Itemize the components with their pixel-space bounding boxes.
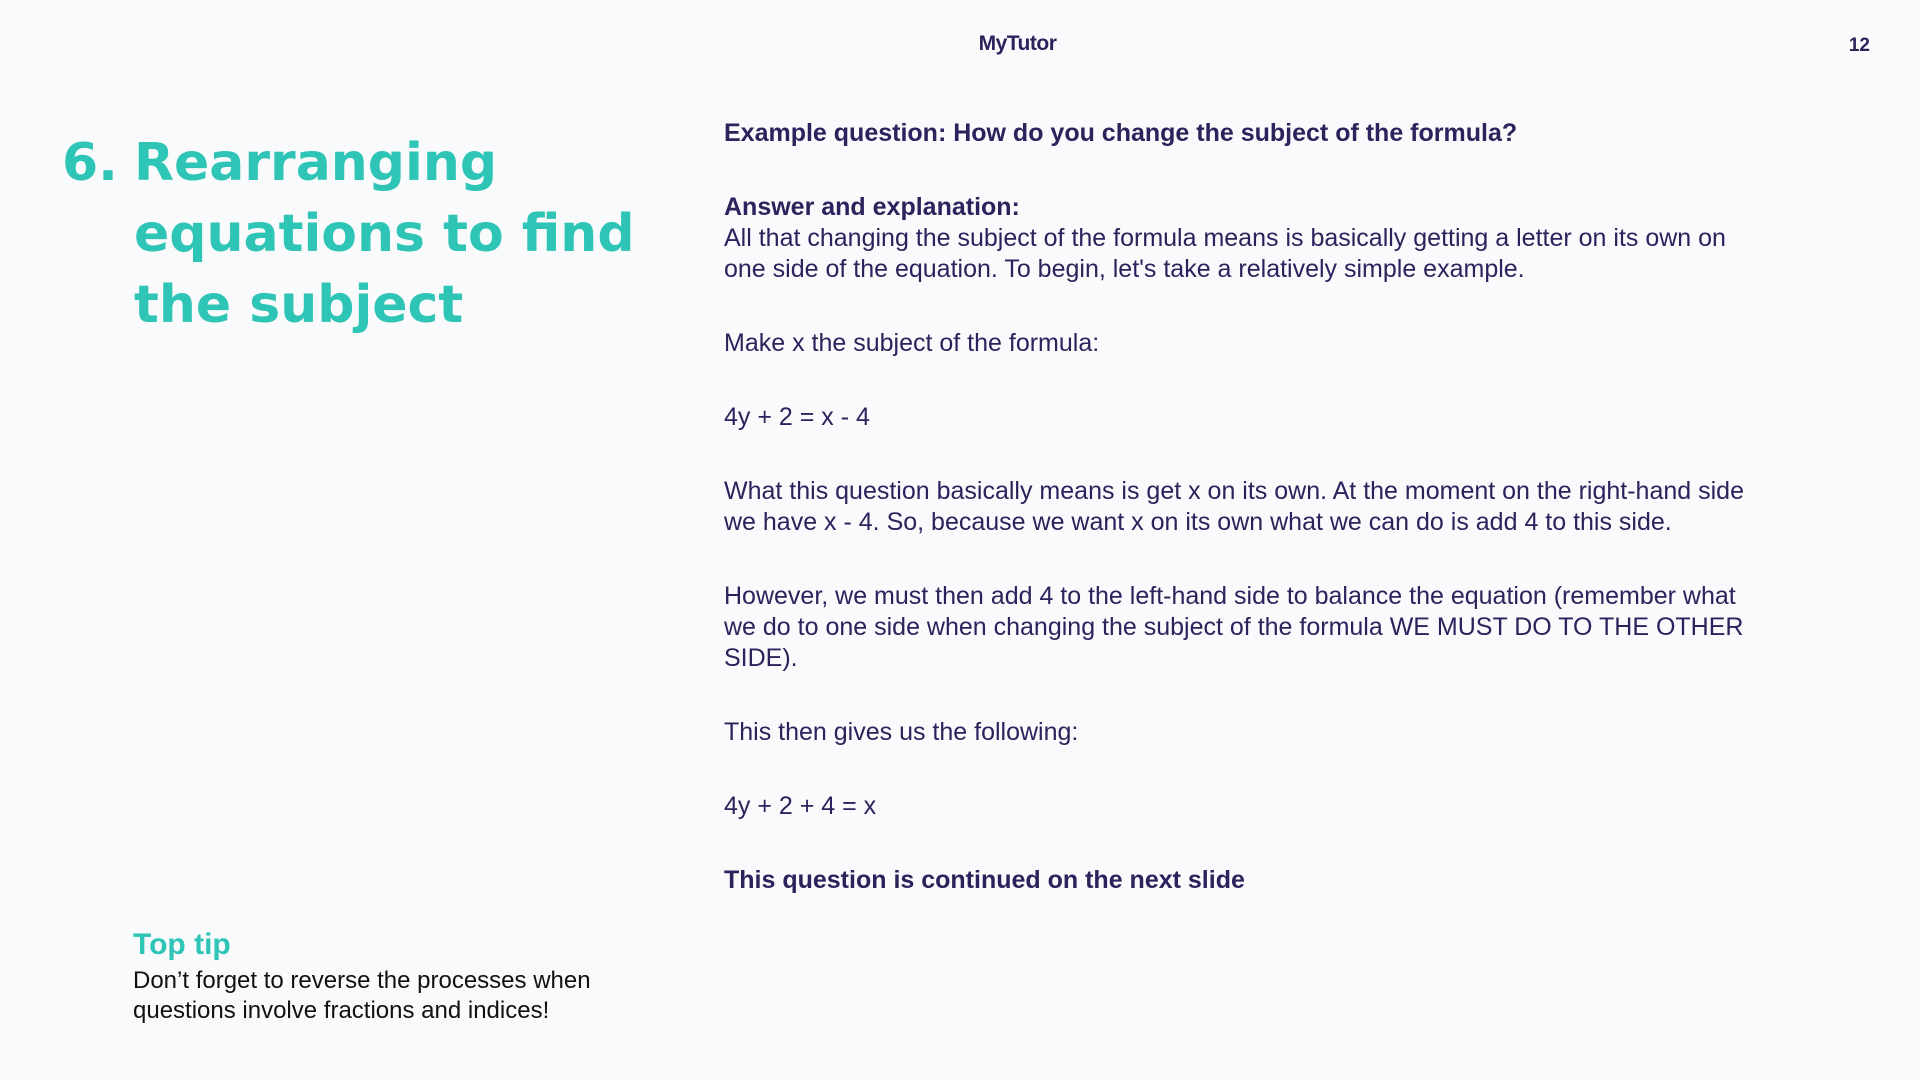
top-tip-body: Don’t forget to reverse the processes when questions involve fractions and indices!	[133, 967, 591, 1024]
answer-heading: Answer and explanation:	[724, 193, 1020, 221]
content-panel	[724, 118, 1774, 939]
page-number: 12	[1848, 35, 1870, 56]
paragraph-balance: However, we must then add 4 to the left-hand side to balance the equation (remember what we do to one side when changing the subject of the formula WE MUST DO TO THE OTHER SIDE).	[724, 582, 1744, 672]
mytutor-logo: MyTutor	[978, 32, 1057, 55]
example-question: Example question: How do you change the subject of the formula?	[724, 119, 1518, 147]
top-tip	[133, 928, 593, 1026]
section-title-text: Rearranging equations to find the subject	[134, 133, 635, 335]
paragraph-intro: All that changing the subject of the formula means is basically getting a letter on its own on one side of the equation. To begin, let's take a relatively simple example.	[724, 224, 1726, 283]
equation-result: 4y + 2 + 4 = x	[724, 792, 877, 820]
section-title	[62, 128, 682, 341]
paragraph-explanation: What this question basically means is get x on its own. At the moment on the right-hand side we have x - 4. So, because we want x on its own what we can do is add 4 to this side.	[724, 477, 1744, 536]
top-tip-heading: Top tip	[133, 928, 231, 961]
section-number: 6.	[62, 133, 118, 193]
continued-note: This question is continued on the next slide	[724, 866, 1245, 894]
answer-section	[724, 192, 1774, 285]
paragraph-result-intro: This then gives us the following:	[724, 718, 1079, 746]
paragraph-instruction: Make x the subject of the formula:	[724, 329, 1100, 357]
equation-initial: 4y + 2 = x - 4	[724, 403, 870, 431]
